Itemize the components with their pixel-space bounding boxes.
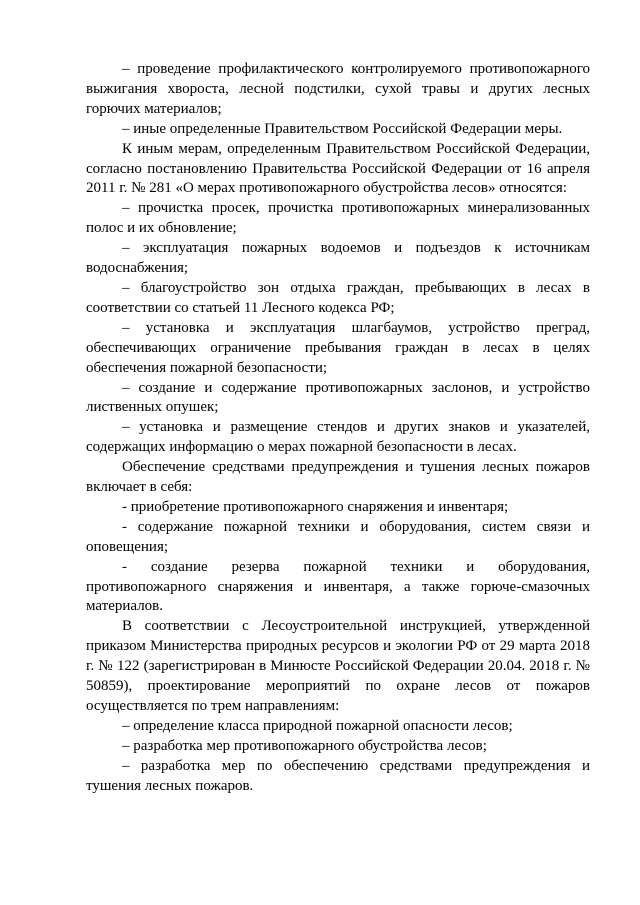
paragraph: – эксплуатация пожарных водоемов и подъездов к источникам водоснабжения; [86, 240, 590, 277]
paragraph: – разработка мер противопожарного обустройства лесов; [122, 737, 487, 754]
paragraph: – проведение профилактического контролируемого противопожарного выжигания хвороста, лесной подстилки, сухой травы и других лесных горючих материалов; [86, 61, 590, 117]
paragraph: – определение класса природной пожарной опасности лесов; [122, 717, 513, 734]
paragraph: – установка и размещение стендов и других знаков и указателей, содержащих информацию о мерах пожарной безопасности в лесах. [86, 419, 590, 456]
paragraph: - содержание пожарной техники и оборудования, систем связи и оповещения; [86, 518, 590, 555]
document-page [86, 60, 590, 797]
paragraph: – прочистка просек, прочистка противопожарных минерализованных полос и их обновление; [86, 200, 590, 237]
paragraph: – разработка мер по обеспечению средствами предупреждения и тушения лесных пожаров. [86, 757, 590, 794]
paragraph: – благоустройство зон отдыха граждан, пребывающих в лесах в соответствии со статьей 11 Лесного кодекса РФ; [86, 279, 590, 316]
paragraph: - приобретение противопожарного снаряжения и инвентаря; [122, 498, 509, 515]
paragraph: – установка и эксплуатация шлагбаумов, устройство преград, обеспечивающих ограничение пребывания граждан в лесах в целях обеспечения пожарной безопасности; [86, 319, 590, 376]
paragraph: - создание резерва пожарной техники и оборудования, противопожарного снаряжения и инвентаря, а также горюче-смазочных материалов. [86, 558, 590, 615]
paragraph: В соответствии с Лесоустроительной инструкцией, утвержденной приказом Министерства природных ресурсов и экологии РФ от 29 марта 2018 г. № 122 (зарегистрирован в Минюсте Российской Федерации 20.04. 2018 г. № 50859), проектирование мероприятий по охране лесов от пожаров осуществляется по трем направлениям: [86, 618, 590, 714]
paragraph: К иным мерам, определенным Правительством Российской Федерации, согласно постановлению Правительства Российской Федерации от 16 апреля 2011 г. № 281 «О мерах противопожарного обустройства лесов» относятся: [86, 140, 590, 197]
paragraph: – иные определенные Правительством Российской Федерации меры. [122, 120, 563, 137]
paragraph: – создание и содержание противопожарных заслонов, и устройство лиственных опушек; [86, 379, 590, 416]
paragraph: Обеспечение средствами предупреждения и тушения лесных пожаров включает в себя: [86, 459, 590, 496]
